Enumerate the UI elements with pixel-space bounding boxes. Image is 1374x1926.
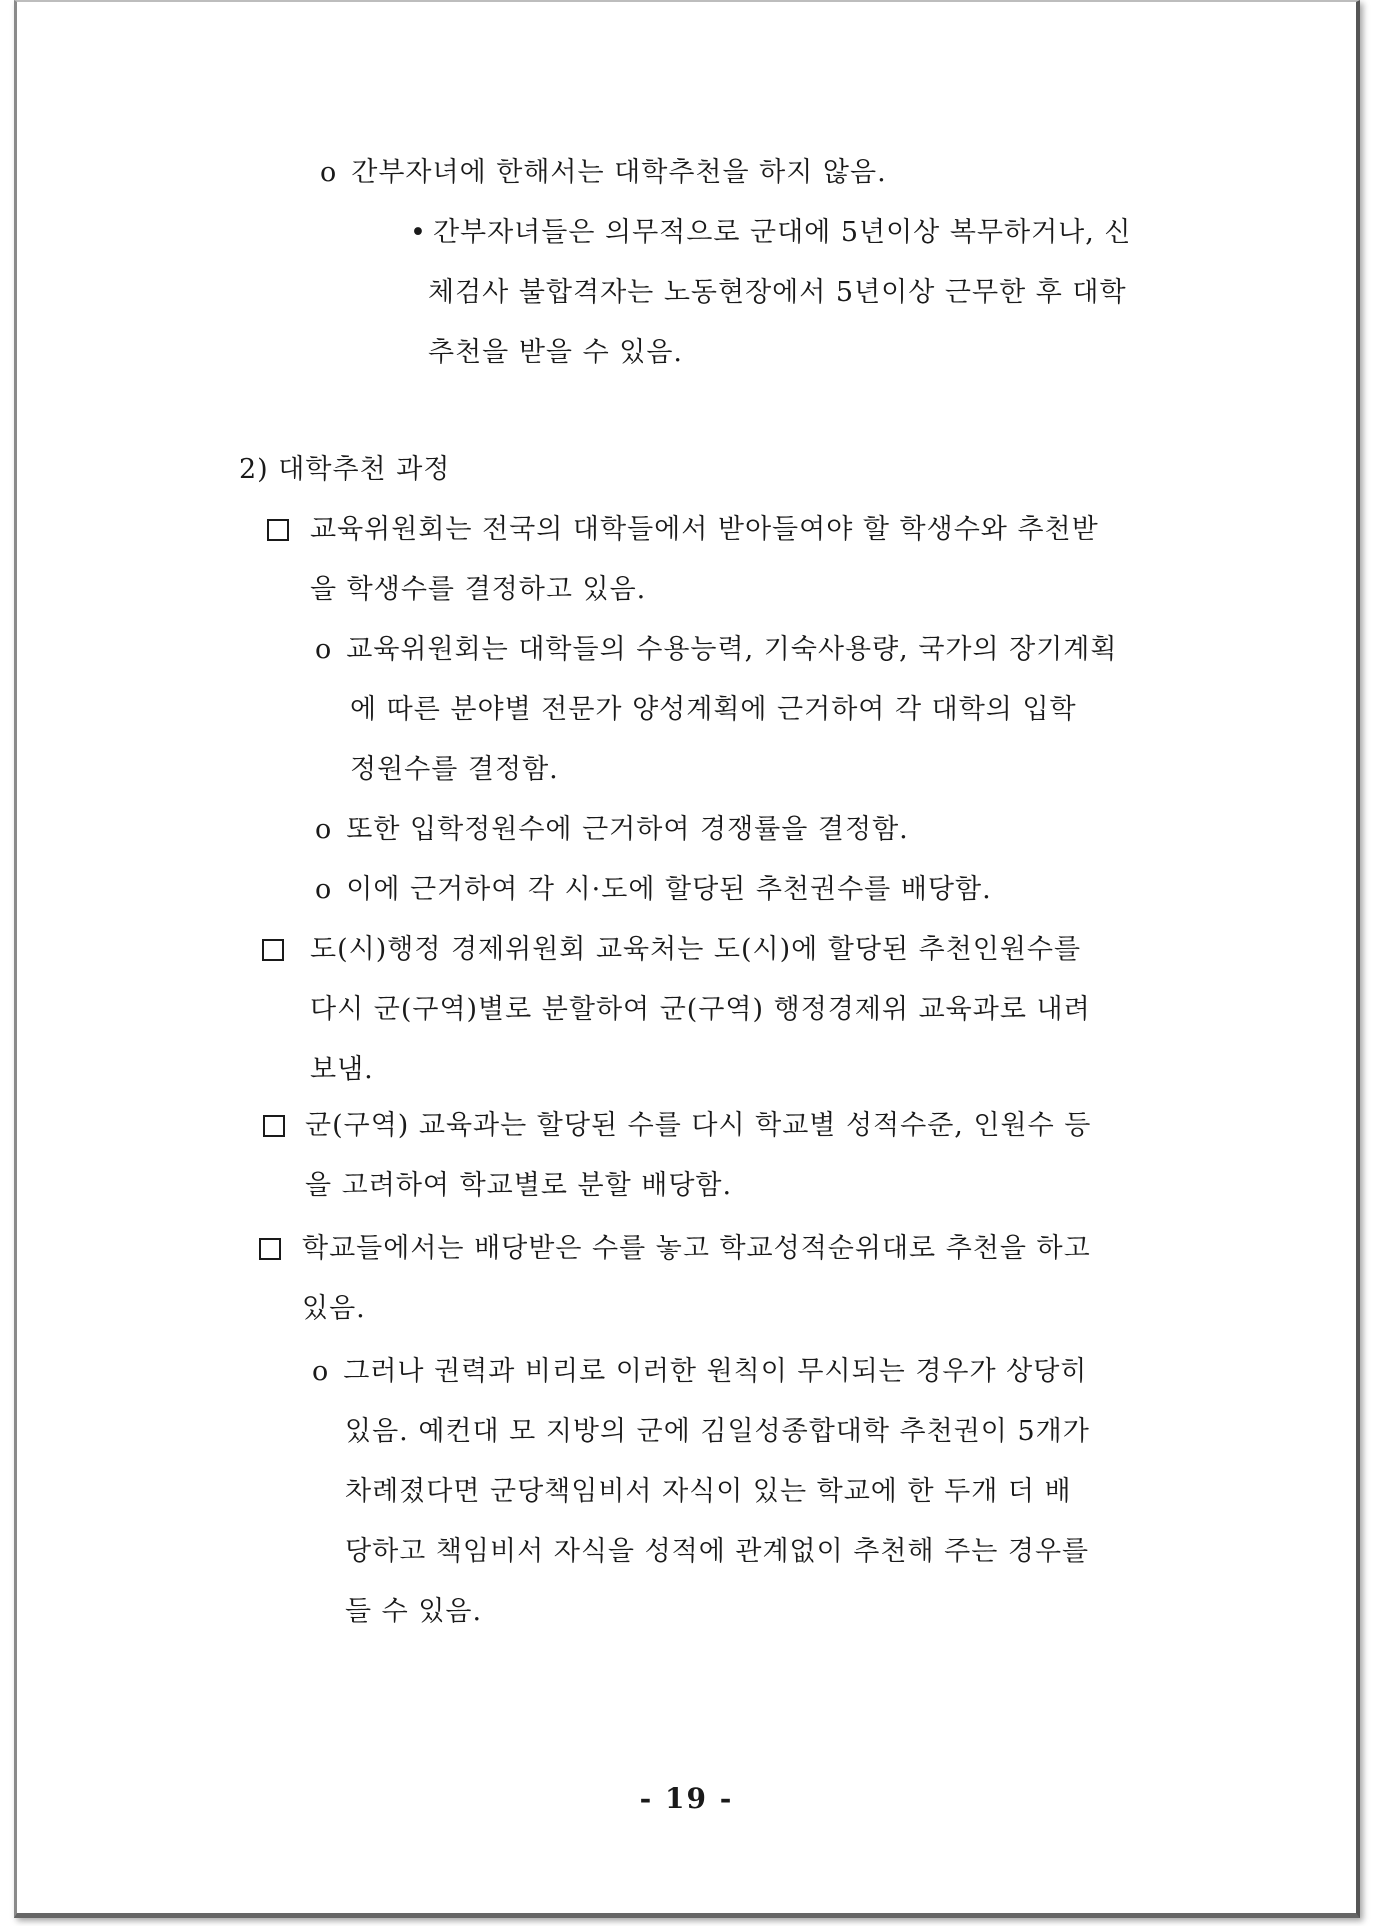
paragraph-line: 보냄.	[310, 1054, 374, 1085]
sub-bullet-line	[410, 215, 1132, 251]
paragraph-line: 추천을 받을 수 있음.	[428, 337, 683, 368]
paragraph-text: 교육위원회는 대학들의 수용능력, 기숙사용량, 국가의 장기계획	[346, 634, 1118, 665]
paragraph-text: 또한 입학정원수에 근거하여 경쟁률을 결정함.	[346, 814, 909, 845]
bullet-line	[315, 632, 1117, 668]
circle-bullet-icon: o	[320, 157, 338, 188]
paragraph-line: 당하고 책임비서 자식을 성적에 관계없이 추천해 주는 경우를	[345, 1536, 1090, 1567]
paragraph-line: 차례졌다면 군당책임비서 자식이 있는 학교에 한 두개 더 배	[345, 1476, 1072, 1507]
checkbox-square-icon	[263, 1115, 285, 1137]
paragraph-line: 있음.	[302, 1293, 366, 1324]
page-number: - 19 -	[639, 1782, 734, 1815]
section-heading: 2) 대학추천 과정	[239, 454, 451, 485]
document-page	[14, 0, 1360, 1918]
paragraph-line: 들 수 있음.	[345, 1596, 483, 1627]
paragraph-line: 교육위원회는 전국의 대학들에서 받아들여야 할 학생수와 추천받	[310, 514, 1099, 545]
circle-bullet-icon: o	[315, 634, 333, 665]
paragraph-line: 체검사 불합격자는 노동현장에서 5년이상 근무한 후 대학	[428, 277, 1127, 308]
checkbox-square-icon	[259, 1238, 281, 1260]
bullet-line	[312, 1354, 1087, 1390]
dot-bullet-icon: •	[410, 217, 427, 248]
paragraph-line: 을 학생수를 결정하고 있음.	[310, 574, 647, 605]
bullet-line	[315, 872, 992, 908]
paragraph-text: 그러나 권력과 비리로 이러한 원칙이 무시되는 경우가 상당히	[343, 1356, 1088, 1387]
paragraph-line: 을 고려하여 학교별로 분할 배당함.	[305, 1170, 733, 1201]
checkbox-square-icon	[262, 939, 284, 961]
circle-bullet-icon: o	[315, 814, 333, 845]
bullet-line	[315, 812, 909, 848]
paragraph-line: 있음. 예컨대 모 지방의 군에 김일성종합대학 추천권이 5개가	[345, 1416, 1090, 1447]
circle-bullet-icon: o	[312, 1356, 330, 1387]
paragraph-line: 학교들에서는 배당받은 수를 놓고 학교성적순위대로 추천을 하고	[302, 1233, 1091, 1264]
paragraph-line: 군(구역) 교육과는 할당된 수를 다시 학교별 성적수준, 인원수 등	[305, 1110, 1092, 1141]
paragraph-text: 간부자녀에 한해서는 대학추천을 하지 않음.	[351, 157, 887, 188]
paragraph-text: 이에 근거하여 각 시·도에 할당된 추천권수를 배당함.	[346, 874, 992, 905]
paragraph-line: 정원수를 결정함.	[350, 754, 559, 785]
bullet-line	[320, 155, 887, 191]
paragraph-line: 에 따른 분야별 전문가 양성계획에 근거하여 각 대학의 입학	[350, 694, 1077, 725]
circle-bullet-icon: o	[315, 874, 333, 905]
paragraph-line: 도(시)행정 경제위원회 교육처는 도(시)에 할당된 추천인원수를	[310, 934, 1082, 965]
paragraph-line: 다시 군(구역)별로 분할하여 군(구역) 행정경제위 교육과로 내려	[310, 994, 1091, 1025]
paragraph-text: 간부자녀들은 의무적으로 군대에 5년이상 복무하거나, 신	[432, 217, 1132, 248]
checkbox-square-icon	[267, 519, 289, 541]
